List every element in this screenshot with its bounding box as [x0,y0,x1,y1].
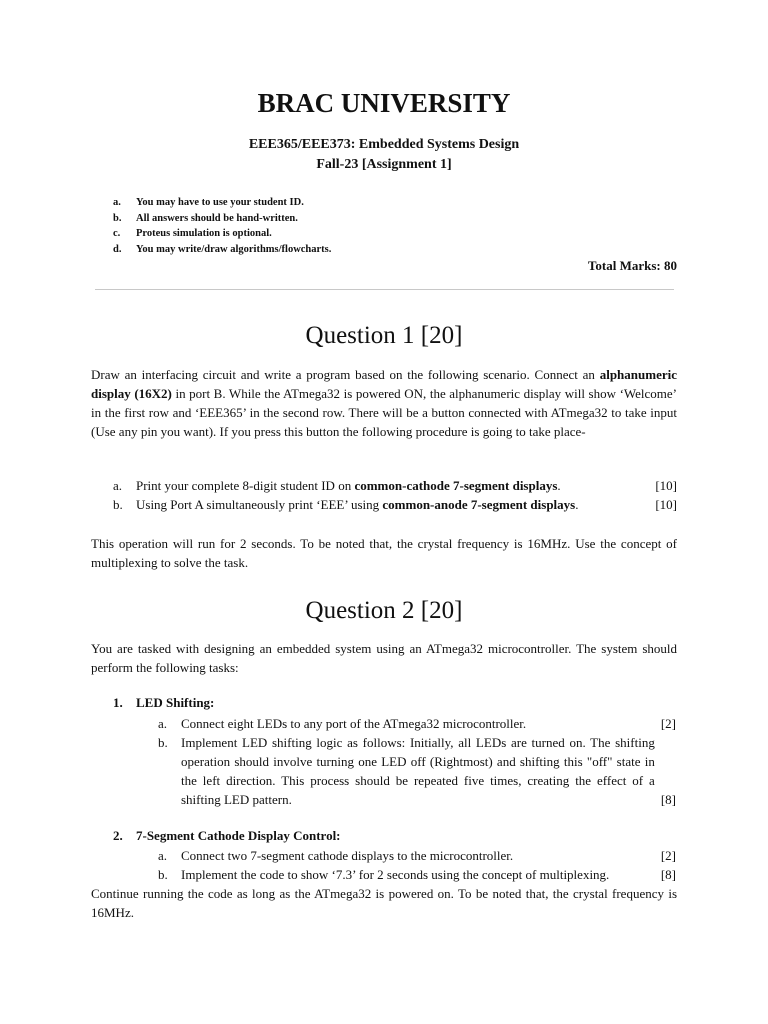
assignment-term: Fall-23 [Assignment 1] [316,157,452,172]
item-text-post: . [575,497,579,512]
instruction-marker: c. [113,228,121,239]
item-text: Connect two 7-segment cathode displays to the microcontroller. [181,848,514,863]
course-title: EEE365/EEE373: Embedded Systems Design [248,137,520,152]
item-text-post: . [557,478,561,493]
task-1-item-a [158,714,676,733]
item-text-pre: Using Port A simultaneously print ‘EEE’ using [136,497,383,512]
question-2-intro: You are tasked with designing an embedded system using an ATmega32 microcontroller. The system should perform the following tasks: [91,641,677,675]
task-heading-text: LED Shifting: [136,695,215,710]
item-marks: [2] [660,716,676,731]
instruction-item [113,226,331,242]
item-marks: [2] [660,848,676,863]
instruction-text: All answers should be hand-written. [136,212,298,224]
item-text: Connect eight LEDs to any port of the ATmega32 microcontroller. [181,716,527,731]
item-text: Implement LED shifting logic as follows: Initially, all LEDs are turned on. The shifting operation should involve turning one LED off (Rightmost) and shifting this "off" state in the left direction. This process should be repeated five times, creating the effect of a shifting LED pattern. [181,735,655,807]
question-1-item-a [113,476,677,495]
instruction-item [113,242,331,258]
instruction-marker: a. [113,197,121,208]
instruction-text: Proteus simulation is optional. [136,228,272,239]
item-marker: a. [158,848,168,863]
instruction-text: You may have to use your student ID. [136,197,304,208]
item-text [136,495,649,514]
instruction-marker: b. [113,212,122,224]
intro-bold-text: alphanumeric display (16X2) [91,367,677,401]
task-2-heading [113,828,341,844]
question-2-title: Question 2 [20] [305,597,463,624]
item-marks: [10] [655,478,677,493]
item-text-bold: common-cathode 7-segment displays [354,478,558,493]
question-2-outro: Continue running the code as long as the ATmega32 is powered on. To be noted that, the crystal frequency is 16MHz. [91,886,677,920]
item-marker: b. [113,497,123,512]
instruction-marker: d. [113,243,122,255]
course-header [0,135,768,175]
item-marker: a. [113,478,123,493]
instruction-text: You may write/draw algorithms/flowcharts. [136,243,332,255]
question-1-intro [91,365,677,441]
intro-text: in port B. While the ATmega32 is powered ON, the alphanumeric display will show ‘Welcome’ in the first row and ‘EEE365’ in the second row. There will be a button connected with ATmega32 to take input (Use any pin you want). If you press this button the following procedure is going to take place- [91,386,677,439]
item-marks: [8] [660,792,676,807]
item-marks: [8] [660,867,676,882]
total-marks: Total Marks: 80 [587,258,677,273]
item-marker: b. [158,867,168,882]
item-marker: a. [158,716,168,731]
task-1-item-b [158,733,676,809]
item-text-pre: Print your complete 8-digit student ID on [136,478,355,493]
intro-text: Draw an interfacing circuit and write a program based on the following scenario. Connect an [91,367,600,382]
task-marker: 1. [113,695,123,710]
question-1-outro: This operation will run for 2 seconds. To be noted that, the crystal frequency is 16MHz. Use the concept of multiplexing to solve the task. [91,536,677,570]
task-marker: 2. [113,828,123,843]
instruction-item [113,211,331,227]
item-text [136,476,649,495]
divider [95,289,674,290]
question-1-title: Question 1 [20] [305,322,463,349]
item-marks: [10] [655,497,677,512]
instructions-list [113,195,331,257]
item-marker: b. [158,735,168,750]
question-1-item-b [113,495,677,514]
item-text-bold: common-anode 7-segment displays [382,497,576,512]
university-title: BRAC UNIVERSITY [257,88,511,118]
item-text: Implement the code to show ‘7.3’ for 2 seconds using the concept of multiplexing. [181,867,610,882]
task-1-heading [113,695,214,711]
instruction-item [113,195,331,211]
task-2-item-a [158,846,676,865]
task-heading-text: 7-Segment Cathode Display Control: [136,828,341,843]
task-2-item-b [158,865,676,884]
